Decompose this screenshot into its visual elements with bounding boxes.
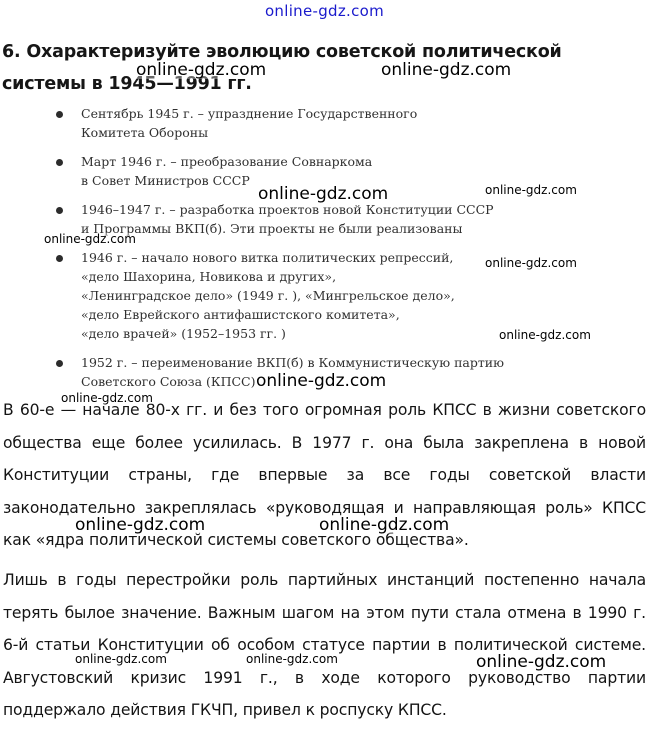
answer-paragraph: Лишь в годы перестройки роль партийных инстанций постепенно начала терять былое значение. Важным шагом на этом пути стала отмена в 1990 г. 6-й статьи Конституции об особом статусе партии в политической системе. Августовский кризис 1991 г., в ходе которого руководство партии поддержало действия ГКЧП, привел к роспуску КПСС. [3,571,646,720]
site-watermark: online-gdz.com [264,2,385,20]
bullet-icon [56,255,63,262]
list-item [54,104,514,142]
answer-paragraph: В 60-е — начале 80-х гг. и без того огромная роль КПСС в жизни советского общества еще более усилилась. В 1977 г. она была закреплена в новой Конституции страны, где впервые за все годы советской власти законодательно закреплялась «руководящая и направляющая роль» КПСС как «ядра политической системы советского общества». [3,401,646,550]
watermark: online-gdz.com [258,184,389,204]
list-item [54,248,514,343]
bullet-icon [56,207,63,214]
facts-list [54,104,514,401]
watermark: online-gdz.com [485,256,577,270]
bullet-icon [56,111,63,118]
watermark: online-gdz.com [381,60,512,80]
watermark: online-gdz.com [246,652,338,666]
bullet-icon [56,159,63,166]
watermark: online-gdz.com [256,371,387,391]
watermark: online-gdz.com [61,391,153,405]
watermark: online-gdz.com [136,60,267,80]
watermark: online-gdz.com [485,183,577,197]
bullet-icon [56,360,63,367]
task-title: 6. Охарактеризуйте эволюцию советской политической системы в 1945—1991 гг. [2,42,562,94]
watermark: online-gdz.com [75,515,206,535]
fact-text: Сентябрь 1945 г. – упразднение Государственного Комитета Обороны [81,106,418,140]
fact-text: 1952 г. – переименование ВКП(б) в Коммунистическую партию Советского Союза (КПСС) [81,355,504,389]
watermark: online-gdz.com [499,328,591,342]
watermark: online-gdz.com [319,515,450,535]
fact-text: 1946 г. – начало нового витка политических репрессий, «дело Шахорина, Новикова и других», «Ленинградское дело» (1949 г. ), «Мингрельское дело», «дело Еврейского антифашистского комитета», «дело врачей» (1952–1953 гг. ) [81,250,455,341]
fact-text: 1946–1947 г. – разработка проектов новой Конституции СССР и Программы ВКП(б). Эти проекты не были реализованы [81,202,494,236]
fact-text: Март 1946 г. – преобразование Совнаркома в Совет Министров СССР [81,154,373,188]
watermark: online-gdz.com [75,652,167,666]
watermark: online-gdz.com [476,652,607,672]
watermark: online-gdz.com [44,232,136,246]
